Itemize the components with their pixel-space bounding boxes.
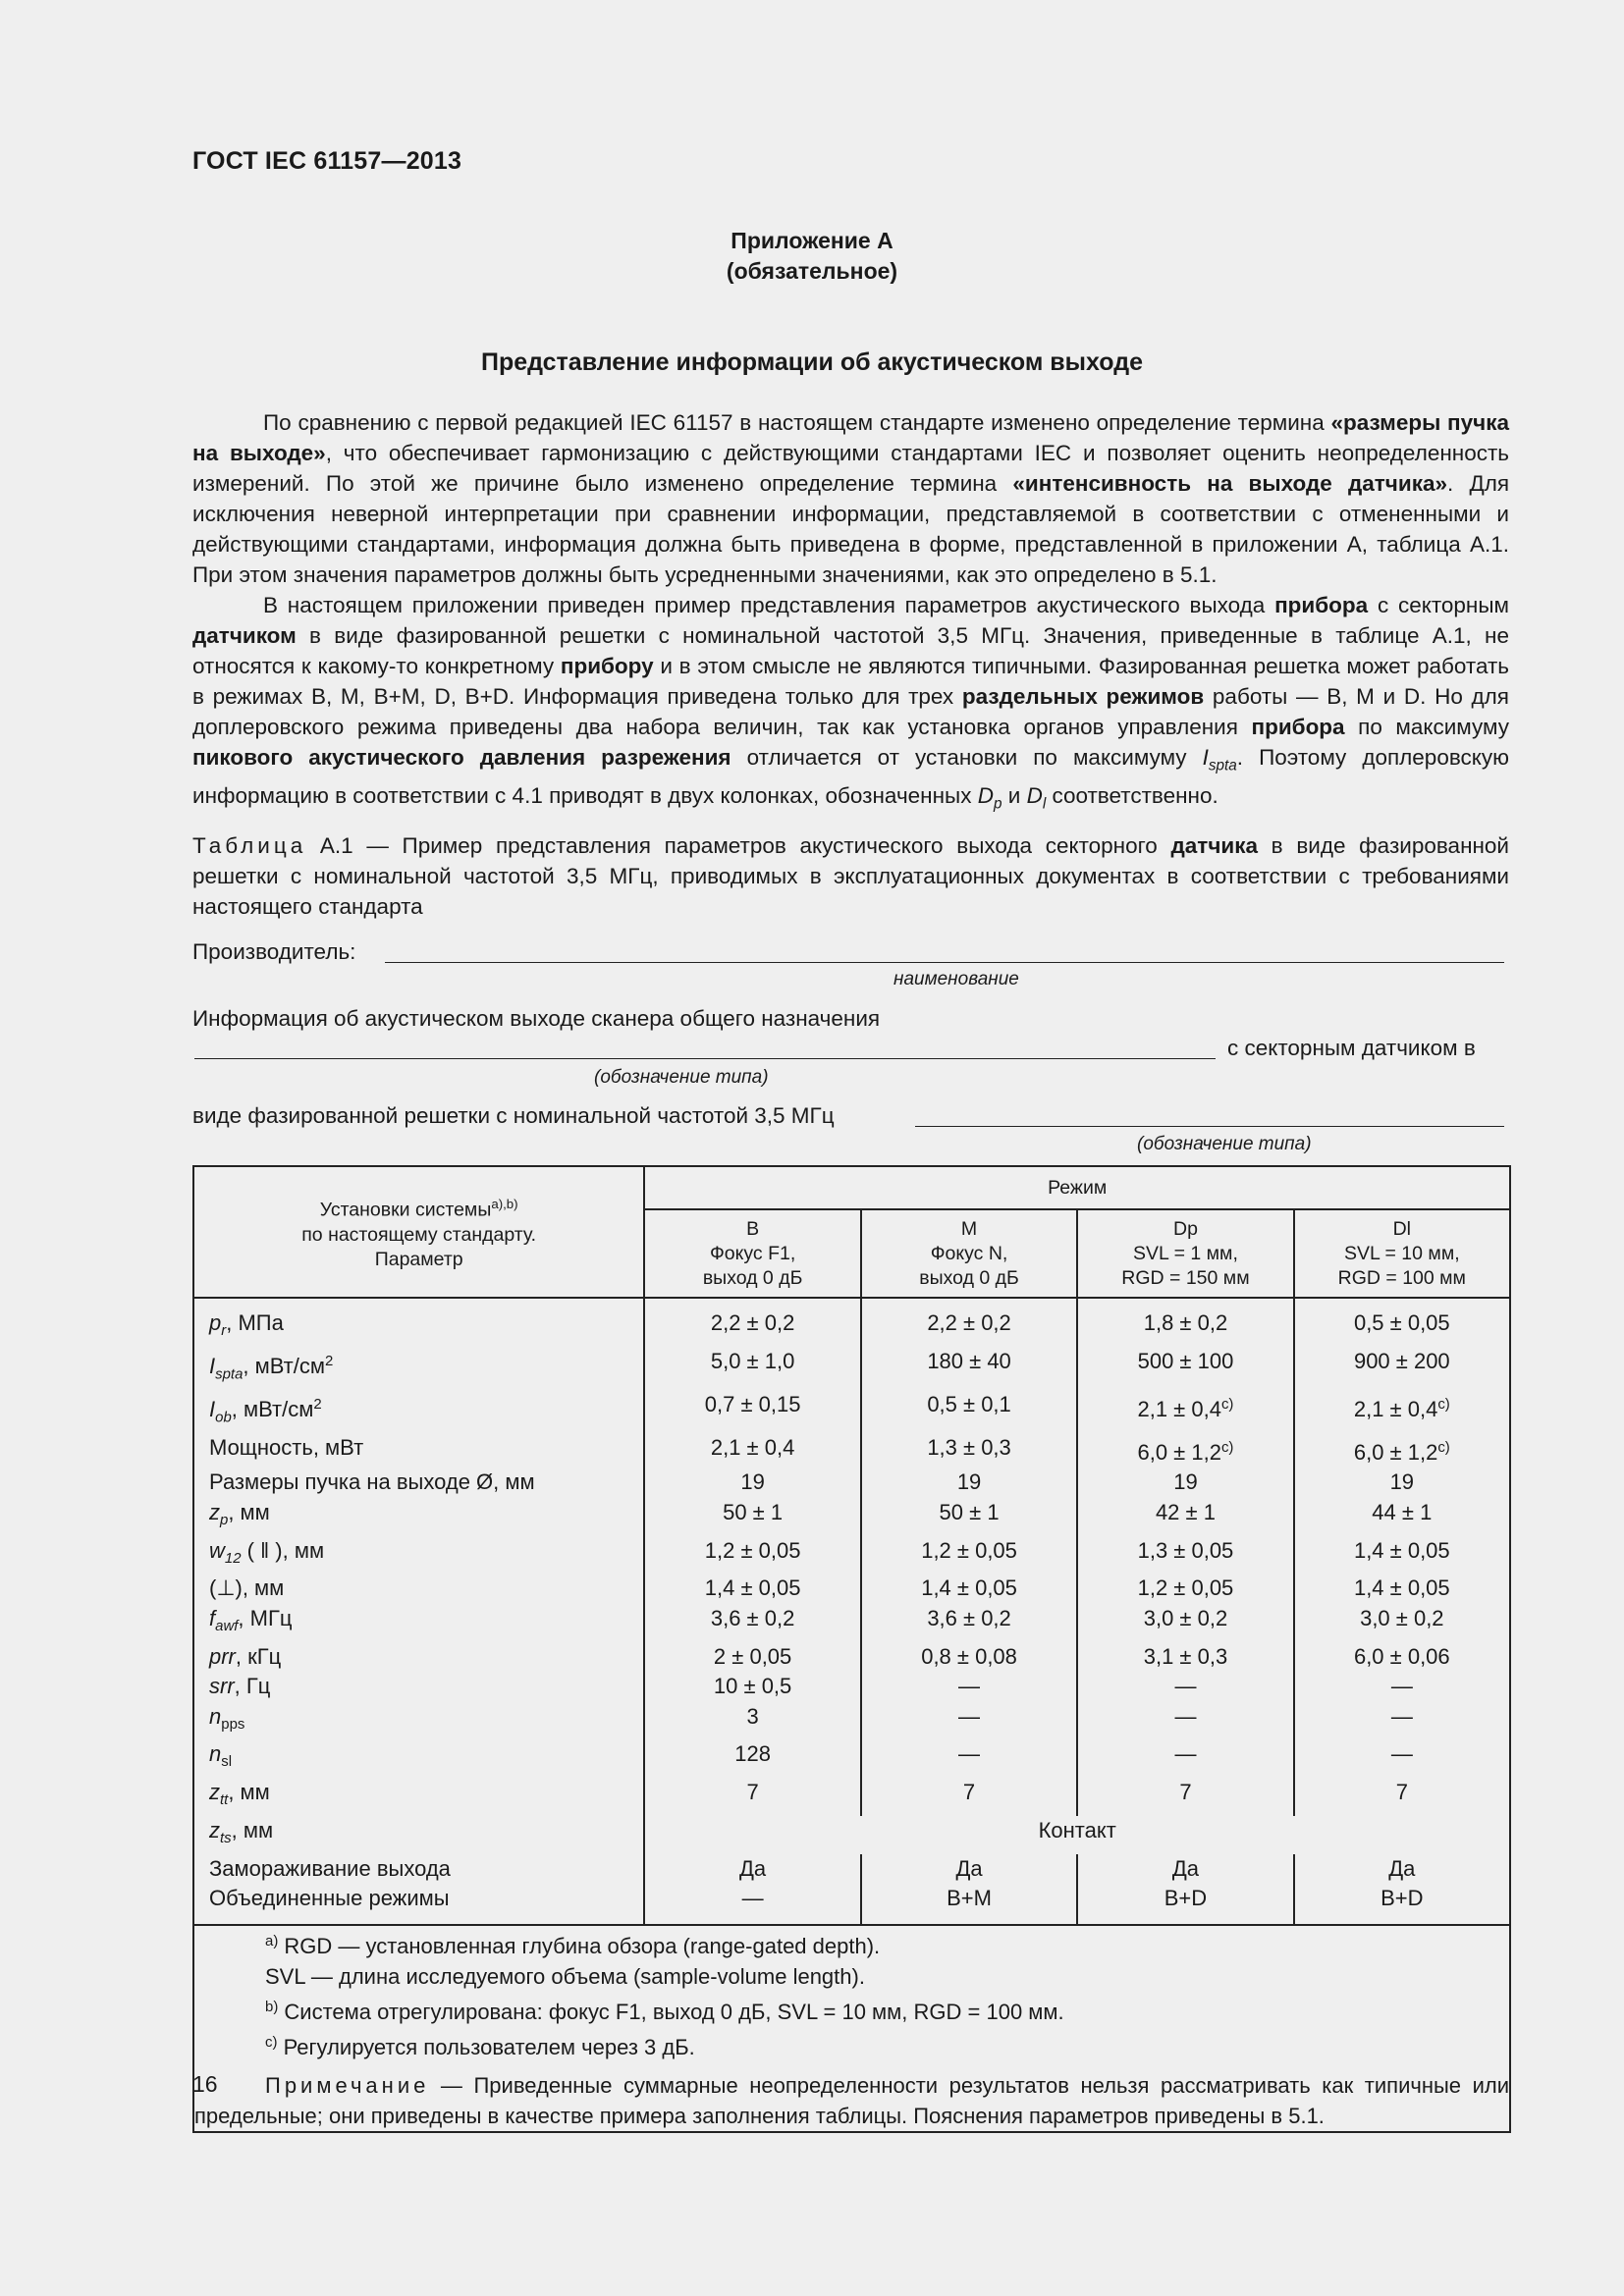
value-cell (644, 1390, 860, 1433)
value-text: 19 (740, 1469, 765, 1495)
text-run: в виде фазированной решетки с номинальной частотой 3,5 МГц, приводимых в эксплуатационных документах в соответствии с требованиями настоящего стандарта (192, 833, 1509, 919)
value-text: 2,1 ± 0,4 (1137, 1396, 1221, 1421)
column-setting: Фокус F1, (709, 1242, 796, 1264)
text-run: В настоящем приложении приведен пример представления параметров акустического выхода (263, 593, 1275, 617)
value-cell (1077, 1298, 1293, 1347)
value-cell (861, 1347, 1077, 1390)
value-cell (861, 1468, 1077, 1498)
footnote (194, 2027, 1509, 2062)
term-bold: прибора (1251, 715, 1345, 739)
appendix-heading (0, 226, 1624, 287)
param-symbol: z (209, 1817, 220, 1842)
value-text: 900 ± 200 (1353, 1348, 1450, 1373)
value-cell (1077, 1778, 1293, 1816)
value-cell (644, 1672, 860, 1702)
table-row (193, 1498, 1510, 1536)
value-cell (1077, 1468, 1293, 1498)
value-text: 0,5 ± 0,1 (927, 1391, 1011, 1416)
text-run: А.1 — Пример представления параметров акустического выхода секторного (306, 833, 1171, 858)
value-text: 50 ± 1 (939, 1499, 1000, 1524)
value-cell (1294, 1536, 1510, 1575)
value-cell (861, 1498, 1077, 1536)
table-footnotes (193, 1925, 1510, 2133)
column-setting: SVL = 10 мм, (1343, 1242, 1460, 1264)
value-text: 42 ± 1 (1155, 1499, 1216, 1524)
value-cell (1077, 1854, 1293, 1885)
param-unit: , мм (228, 1499, 270, 1524)
value-text: — (958, 1674, 981, 1699)
value-text: 1,4 ± 0,05 (921, 1575, 1017, 1601)
value-text: 1,3 ± 0,05 (1137, 1537, 1234, 1563)
value-cell (1077, 1347, 1293, 1390)
note-text: — Приведенные суммарные неопределенности результатов нельзя рассматривать как типичные или предельные; они приведены в качестве примера заполнения таблицы. Пояснения параметров приведены в 5.1. (194, 2073, 1509, 2129)
param-header-sup: a),b) (491, 1197, 518, 1212)
value-note-mark: c) (1437, 1438, 1450, 1456)
value-note-mark: c) (1437, 1395, 1450, 1413)
term-bold: «размеры пучка на выходе» (192, 410, 1509, 465)
value-text: — (1390, 1674, 1413, 1699)
value-text: 3,0 ± 0,2 (1143, 1605, 1228, 1630)
param-subscript: pps (221, 1715, 245, 1733)
value-text: — (958, 1703, 981, 1729)
appendix-status: (обязательное) (726, 258, 898, 284)
value-cell (1294, 1739, 1510, 1778)
column-setting: Фокус N, (930, 1242, 1008, 1264)
sector-text: с секторным датчиком в (1227, 1036, 1476, 1060)
param-cell (193, 1604, 644, 1642)
value-text: 7 (1395, 1780, 1408, 1805)
term-bold: датчиком (192, 623, 297, 648)
value-cell (861, 1854, 1077, 1885)
value-text: 6,0 ± 0,06 (1353, 1643, 1450, 1669)
text-run: . Поэтому доплеровскую информацию в соответствии с 4.1 приводят в двух колонках, обозначенных (192, 745, 1509, 809)
value-text: — (741, 1886, 764, 1910)
value-cell (644, 1778, 860, 1816)
value-cell (861, 1390, 1077, 1433)
param-subscript: tt (220, 1791, 229, 1809)
column-mode: Dl (1392, 1217, 1412, 1240)
text-run: По сравнению с первой редакцией IEC 61157 в настоящем стандарте изменено определение термина (263, 410, 1331, 435)
phased-text: виде фазированной решетки с номинальной частотой 3,5 МГц (192, 1103, 835, 1128)
footnote-list (194, 1926, 1509, 2063)
value-text: Да (1171, 1855, 1200, 1881)
footnote-mark: b) (265, 1998, 279, 2015)
type-underline-1 (194, 1058, 1216, 1059)
table-row (193, 1884, 1510, 1925)
table-row (193, 1604, 1510, 1642)
param-header (193, 1166, 644, 1298)
column-setting: RGD = 150 мм (1121, 1266, 1250, 1289)
param-subscript: 12 (224, 1549, 242, 1567)
symbol-sub: p (993, 795, 1002, 813)
param-label: Замораживание выхода (209, 1855, 451, 1881)
value-cell (861, 1642, 1077, 1673)
param-cell (193, 1390, 644, 1433)
body-text (192, 407, 1509, 820)
text-run: . Для исключения неверной интерпретации при сравнении информации, представляемой в соответствии с отмененными и действующими стандартами, информация должна быть приведена в форме, представленной в приложении А, таблица А.1. При этом значения параметров должны быть усредненными значениями, как это определено в 5.1. (192, 471, 1510, 587)
value-cell (644, 1498, 860, 1536)
value-text: 3 (746, 1703, 759, 1729)
value-note-mark: c) (1220, 1395, 1234, 1413)
param-superscript: 2 (313, 1395, 322, 1413)
param-subscript: r (221, 1322, 227, 1340)
table-row (193, 1390, 1510, 1433)
param-symbol: z (209, 1499, 220, 1524)
param-symbol: n (209, 1741, 222, 1767)
value-cell (1077, 1498, 1293, 1536)
value-cell (644, 1642, 860, 1673)
value-text: 1,8 ± 0,2 (1143, 1310, 1228, 1335)
symbol-sub: spta (1208, 757, 1237, 774)
param-subscript: awf (215, 1618, 239, 1635)
value-cell (644, 1739, 860, 1778)
table-row (193, 1468, 1510, 1498)
value-cell (1294, 1498, 1510, 1536)
symbol-sub: l (1042, 795, 1047, 813)
param-unit: , мВт/см (231, 1396, 314, 1421)
param-unit: , мм (228, 1780, 270, 1805)
footnote (194, 1992, 1509, 2027)
value-text: 3,6 ± 0,2 (927, 1605, 1011, 1630)
value-cell (644, 1468, 860, 1498)
value-text: B+M (947, 1886, 992, 1910)
value-cell (1294, 1298, 1510, 1347)
value-cell (861, 1672, 1077, 1702)
value-text: 1,3 ± 0,3 (927, 1434, 1011, 1460)
param-subscript: spta (215, 1365, 244, 1383)
param-subscript: ts (220, 1830, 232, 1846)
value-text: 19 (1389, 1469, 1415, 1495)
mode-header: Режим (644, 1166, 1510, 1209)
table-row (193, 1536, 1510, 1575)
param-cell (193, 1536, 644, 1575)
text-run: работы — В, М и D. Но для доплеровского режима приведены два набора величин, так как установка органов управления (192, 684, 1509, 739)
value-cell (644, 1574, 860, 1604)
column-setting: RGD = 100 мм (1337, 1266, 1466, 1289)
param-cell (193, 1778, 644, 1816)
value-text: 0,7 ± 0,15 (704, 1391, 801, 1416)
value-text: 1,4 ± 0,05 (1353, 1537, 1450, 1563)
value-text: 1,2 ± 0,05 (1137, 1575, 1234, 1601)
value-cell (1077, 1604, 1293, 1642)
value-cell (861, 1574, 1077, 1604)
value-cell (861, 1884, 1077, 1925)
value-text: 2 ± 0,05 (713, 1643, 792, 1669)
text-run: и в этом смысле не являются типичными. Фазированная решетка может работать в режимах В, М, В+М, D, В+D. Информация приведена только для трех (192, 654, 1509, 709)
value-text: B+D (1380, 1886, 1424, 1910)
value-text: 7 (1179, 1780, 1192, 1805)
text-run: с секторным (1368, 593, 1509, 617)
value-text: 7 (962, 1780, 976, 1805)
column-header (861, 1209, 1077, 1298)
param-cell (193, 1816, 644, 1854)
paragraph-2 (192, 590, 1509, 820)
table-row (193, 1739, 1510, 1778)
symbol: D (1026, 783, 1043, 809)
value-cell (644, 1433, 860, 1468)
value-cell (861, 1298, 1077, 1347)
value-cell (1294, 1778, 1510, 1816)
param-label: Размеры пучка на выходе Ø, мм (209, 1469, 535, 1495)
footnote (194, 1961, 1509, 1992)
param-label: (⊥), мм (209, 1575, 285, 1601)
param-unit: , кГц (235, 1643, 282, 1669)
value-cell (644, 1347, 860, 1390)
value-cell (1077, 1433, 1293, 1468)
value-cell (1077, 1672, 1293, 1702)
value-text: 19 (956, 1469, 982, 1495)
value-cell (1077, 1739, 1293, 1778)
param-cell (193, 1298, 644, 1347)
column-setting: выход 0 дБ (919, 1266, 1019, 1289)
table-row (193, 1433, 1510, 1468)
param-symbol: srr (209, 1674, 235, 1699)
value-text: 50 ± 1 (723, 1499, 784, 1524)
type-underline-2 (915, 1126, 1504, 1127)
param-symbol: p (209, 1310, 222, 1335)
footnote-text: SVL — длина исследуемого объема (sample-volume length). (265, 1963, 865, 1989)
producer-underline (385, 962, 1504, 963)
value-cell (1294, 1433, 1510, 1468)
value-cell (1294, 1672, 1510, 1702)
value-text: — (1390, 1703, 1413, 1729)
term-bold: прибора (1274, 593, 1369, 617)
param-header-line2: по настоящему стандарту. (301, 1223, 537, 1246)
table-row (193, 1298, 1510, 1347)
value-cell (861, 1536, 1077, 1575)
text-run: соответственно. (1046, 783, 1218, 809)
producer-hint: наименование (893, 969, 1019, 989)
value-text: — (958, 1741, 981, 1767)
value-cell (1077, 1884, 1293, 1925)
text-run: , что обеспечивает гармонизацию с действующими стандартами IEC и позволяет оценить неопределенность измерений. По этой же причине было изменено определение термина (192, 441, 1509, 496)
value-cell (861, 1433, 1077, 1468)
param-cell (193, 1854, 644, 1885)
param-unit: , МПа (226, 1310, 284, 1335)
param-symbol: w (209, 1537, 225, 1563)
value-text: 3,1 ± 0,3 (1143, 1643, 1228, 1669)
value-text: 180 ± 40 (927, 1348, 1011, 1373)
term-bold: раздельных режимов (961, 684, 1205, 709)
table-row (193, 1816, 1510, 1854)
param-label: Объединенные режимы (209, 1886, 450, 1910)
value-cell (644, 1854, 860, 1885)
table-row (193, 1702, 1510, 1740)
value-cell (1294, 1390, 1510, 1433)
value-cell (1077, 1574, 1293, 1604)
param-cell (193, 1433, 644, 1468)
param-unit: ( ‖ ), мм (241, 1537, 325, 1563)
merged-value-cell: Контакт (644, 1816, 1510, 1854)
value-text: — (1174, 1674, 1197, 1699)
value-cell (861, 1702, 1077, 1740)
param-symbol: n (209, 1703, 222, 1729)
value-cell (1077, 1642, 1293, 1673)
term-bold: прибору (560, 654, 654, 678)
section-title: Представление информации об акустическом выходе (480, 348, 1144, 376)
value-text: — (1390, 1741, 1413, 1767)
term-bold: пикового акустического давления разрежения (192, 745, 731, 770)
value-text: 3,0 ± 0,2 (1360, 1605, 1444, 1630)
footnote-text: RGD — установленная глубина обзора (range-gated depth). (278, 1933, 881, 1958)
table-row (193, 1642, 1510, 1673)
table-note (194, 2070, 1509, 2131)
value-cell (1294, 1604, 1510, 1642)
param-cell (193, 1702, 644, 1740)
footnote (194, 1926, 1509, 1961)
value-text: 0,5 ± 0,05 (1353, 1310, 1450, 1335)
text-run: и (1001, 783, 1027, 809)
param-header-line1: Установки системы (319, 1199, 492, 1221)
param-symbol: I (209, 1353, 216, 1378)
param-unit: , мм (231, 1817, 274, 1842)
value-text: — (1174, 1703, 1197, 1729)
param-cell (193, 1884, 644, 1925)
footnote-mark: c) (265, 2033, 278, 2051)
value-cell (644, 1884, 860, 1925)
param-symbol: f (209, 1605, 216, 1630)
value-cell (644, 1298, 860, 1347)
value-text: Да (739, 1855, 767, 1881)
table-row (193, 1854, 1510, 1885)
caption-label: Таблица (192, 833, 307, 858)
param-header-line3: Параметр (374, 1248, 463, 1270)
column-mode: B (746, 1217, 760, 1240)
column-mode: M (960, 1217, 978, 1240)
value-cell (644, 1536, 860, 1575)
param-subscript: ob (215, 1409, 232, 1426)
value-cell (1077, 1390, 1293, 1433)
type-hint-2: (обозначение типа) (1137, 1134, 1312, 1154)
table-caption (192, 830, 1509, 922)
value-text: Да (1388, 1855, 1416, 1881)
param-symbol: prr (209, 1643, 236, 1669)
appendix-title: Приложение А (731, 228, 893, 253)
param-unit: , мВт/см (243, 1353, 325, 1378)
value-text: 2,1 ± 0,4 (1353, 1396, 1438, 1421)
producer-label: Производитель: (192, 939, 356, 964)
value-cell (1077, 1702, 1293, 1740)
value-cell (1294, 1347, 1510, 1390)
param-cell (193, 1468, 644, 1498)
value-cell (1294, 1642, 1510, 1673)
footnote-text: Регулируется пользователем через 3 дБ. (277, 2035, 695, 2060)
column-header (1294, 1209, 1510, 1298)
param-subscript: sl (221, 1753, 233, 1771)
value-text: 500 ± 100 (1137, 1348, 1234, 1373)
value-text: 7 (746, 1780, 759, 1805)
value-cell (861, 1778, 1077, 1816)
value-text: 2,2 ± 0,2 (927, 1310, 1011, 1335)
param-superscript: 2 (325, 1352, 334, 1369)
column-setting: выход 0 дБ (702, 1266, 803, 1289)
param-cell (193, 1574, 644, 1604)
footnote-text: Система отрегулирована: фокус F1, выход 0 дБ, SVL = 10 мм, RGD = 100 мм. (278, 1999, 1064, 2024)
value-text: 1,2 ± 0,05 (921, 1537, 1017, 1563)
table-body (193, 1298, 1510, 1925)
param-cell (193, 1642, 644, 1673)
param-cell (193, 1739, 644, 1778)
page-number: 16 (192, 2071, 218, 2097)
column-setting: SVL = 1 мм, (1133, 1242, 1238, 1264)
param-unit: , МГц (238, 1605, 293, 1630)
value-cell (1294, 1574, 1510, 1604)
value-cell (1294, 1702, 1510, 1740)
param-unit: , Гц (234, 1674, 271, 1699)
text-run: в виде фазированной решетки с номинальной частотой 3,5 МГц. Значения, приведенные в таблице А.1, не относятся к какому-то конкретному (192, 623, 1509, 678)
value-text: 1,4 ± 0,05 (704, 1575, 801, 1601)
value-cell (861, 1604, 1077, 1642)
table-row (193, 1672, 1510, 1702)
value-cell (861, 1739, 1077, 1778)
type-hint-1: (обозначение типа) (594, 1067, 769, 1088)
value-cell (1294, 1468, 1510, 1498)
footnote-mark: a) (265, 1932, 279, 1949)
value-text: Да (955, 1855, 983, 1881)
value-text: 2,2 ± 0,2 (710, 1310, 795, 1335)
value-text: 6,0 ± 1,2 (1353, 1439, 1438, 1465)
column-mode: Dp (1172, 1217, 1198, 1240)
text-run: отличается от установки по максимуму (731, 745, 1203, 770)
value-text: 44 ± 1 (1372, 1499, 1433, 1524)
text-run: по максимуму (1344, 715, 1509, 739)
value-text: 6,0 ± 1,2 (1137, 1439, 1221, 1465)
value-text: 128 (734, 1741, 771, 1767)
paragraph-1 (192, 407, 1509, 590)
symbol: D (977, 783, 994, 809)
value-text: — (1174, 1741, 1197, 1767)
value-text: 3,6 ± 0,2 (710, 1605, 795, 1630)
value-note-mark: c) (1220, 1438, 1234, 1456)
value-text: 0,8 ± 0,08 (921, 1643, 1017, 1669)
term-bold: «интенсивность на выходе датчика» (1012, 471, 1447, 496)
value-text: 5,0 ± 1,0 (710, 1348, 795, 1373)
symbol: I (1202, 745, 1209, 770)
info-line: Информация об акустическом выходе сканера общего назначения (192, 1006, 881, 1031)
table-row (193, 1574, 1510, 1604)
value-text: B+D (1164, 1886, 1208, 1910)
acoustic-output-table (192, 1165, 1511, 2133)
value-cell (1294, 1854, 1510, 1885)
param-cell (193, 1672, 644, 1702)
param-symbol: I (209, 1396, 216, 1421)
table-row (193, 1347, 1510, 1390)
value-cell (644, 1604, 860, 1642)
column-header (644, 1209, 860, 1298)
param-cell (193, 1498, 644, 1536)
value-text: 1,4 ± 0,05 (1353, 1575, 1450, 1601)
value-cell (1294, 1884, 1510, 1925)
param-label: Мощность, мВт (209, 1434, 364, 1460)
param-subscript: p (220, 1512, 229, 1529)
param-symbol: z (209, 1780, 220, 1805)
note-label: Примечание (265, 2073, 430, 2099)
value-cell (1077, 1536, 1293, 1575)
value-text: 1,2 ± 0,05 (704, 1537, 801, 1563)
term-bold: датчика (1170, 833, 1258, 858)
value-cell (644, 1702, 860, 1740)
value-text: 2,1 ± 0,4 (710, 1434, 795, 1460)
param-cell (193, 1347, 644, 1390)
table-row (193, 1778, 1510, 1816)
value-text: 10 ± 0,5 (713, 1674, 792, 1699)
value-text: 19 (1173, 1469, 1198, 1495)
document-id: ГОСТ IEC 61157—2013 (192, 147, 462, 175)
column-header (1077, 1209, 1293, 1298)
